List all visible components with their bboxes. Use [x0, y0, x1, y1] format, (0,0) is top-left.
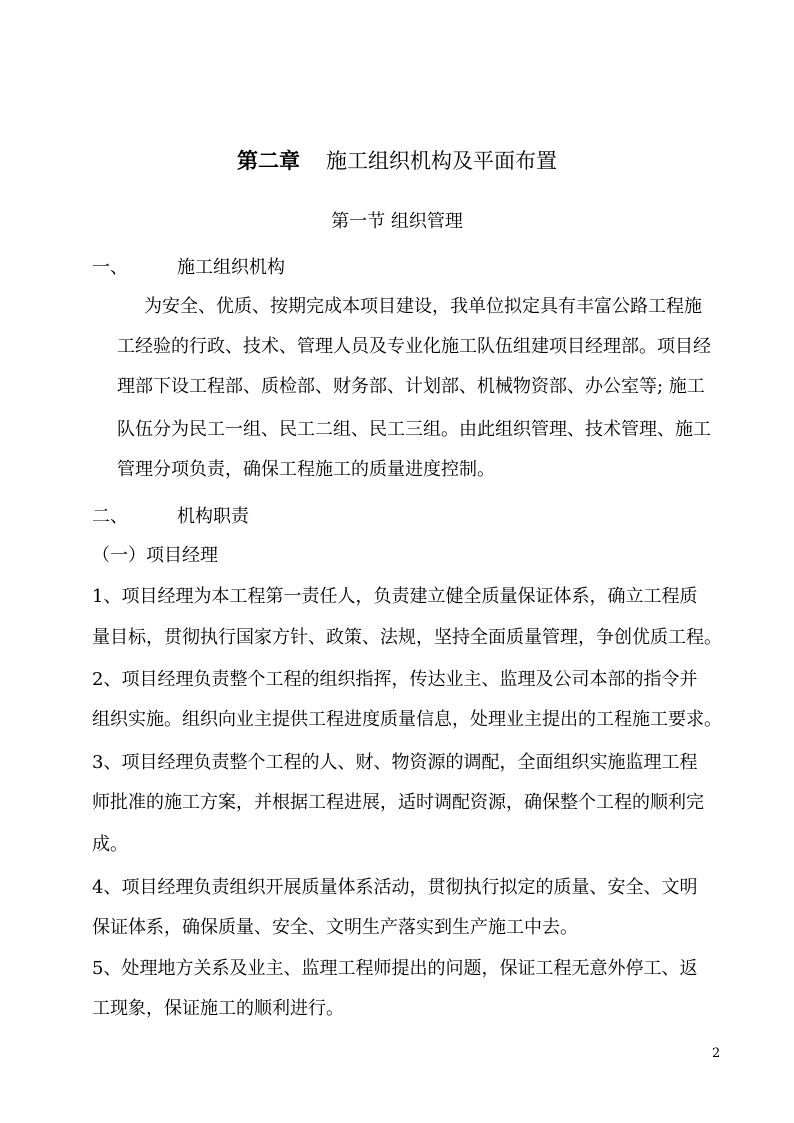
intro-line: 为安全、优质、按期完成本项目建设，我单位拟定具有丰富公路工程施	[144, 296, 702, 317]
intro-line: 工经验的行政、技术、管理人员及专业化施工队伍组建项目经理部。项目经	[117, 336, 711, 357]
item-line: 保证体系，确保质量、安全、文明生产落实到生产施工中去。	[92, 917, 578, 938]
item-line: 3、项目经理负责整个工程的人、财、物资源的调配，全面组织实施监理工程	[92, 752, 698, 773]
subheading: （一）项目经理	[92, 545, 218, 566]
heading-1-number: 一、	[92, 257, 128, 278]
intro-line: 理部下设工程部、质检部、财务部、计划部、机械物资部、办公室等; 施工	[117, 376, 705, 397]
chapter-number: 第二章	[237, 148, 300, 173]
item-line: 2、项目经理负责整个工程的组织指挥，传达业主、监理及公司本部的指令并	[92, 669, 698, 690]
chapter-title	[0, 147, 794, 175]
item-line: 4、项目经理负责组织开展质量体系活动，贯彻执行拟定的质量、安全、文明	[92, 877, 698, 898]
item-line: 量目标，贯彻执行国家方针、政策、法规，坚持全面质量管理，争创优质工程。	[92, 627, 722, 648]
heading-1	[92, 256, 285, 280]
section-title: 第一节 组织管理	[331, 211, 463, 232]
page-number: 2	[712, 1046, 721, 1061]
heading-2	[92, 505, 249, 529]
item-line: 1、项目经理为本工程第一责任人，负责建立健全质量保证体系，确立工程质	[92, 586, 698, 607]
item-line: 5、处理地方关系及业主、监理工程师提出的问题，保证工程无意外停工、返	[92, 958, 698, 979]
intro-line: 队伍分为民工一组、民工二组、民工三组。由此组织管理、技术管理、施工	[117, 419, 711, 440]
heading-2-title: 机构职责	[177, 506, 249, 527]
chapter-title-text: 施工组织机构及平面布置	[326, 149, 557, 173]
item-line: 成。	[92, 834, 128, 855]
item-line: 组织实施。组织向业主提供工程进度质量信息，处理业主提出的工程施工要求。	[92, 709, 722, 730]
item-line: 师批准的施工方案，并根据工程进展，适时调配资源，确保整个工程的顺利完	[92, 792, 704, 813]
heading-2-number: 二、	[92, 506, 128, 527]
intro-line: 管理分项负责，确保工程施工的质量进度控制。	[117, 459, 495, 480]
heading-1-title: 施工组织机构	[177, 257, 285, 278]
item-line: 工现象，保证施工的顺利进行。	[92, 998, 344, 1019]
